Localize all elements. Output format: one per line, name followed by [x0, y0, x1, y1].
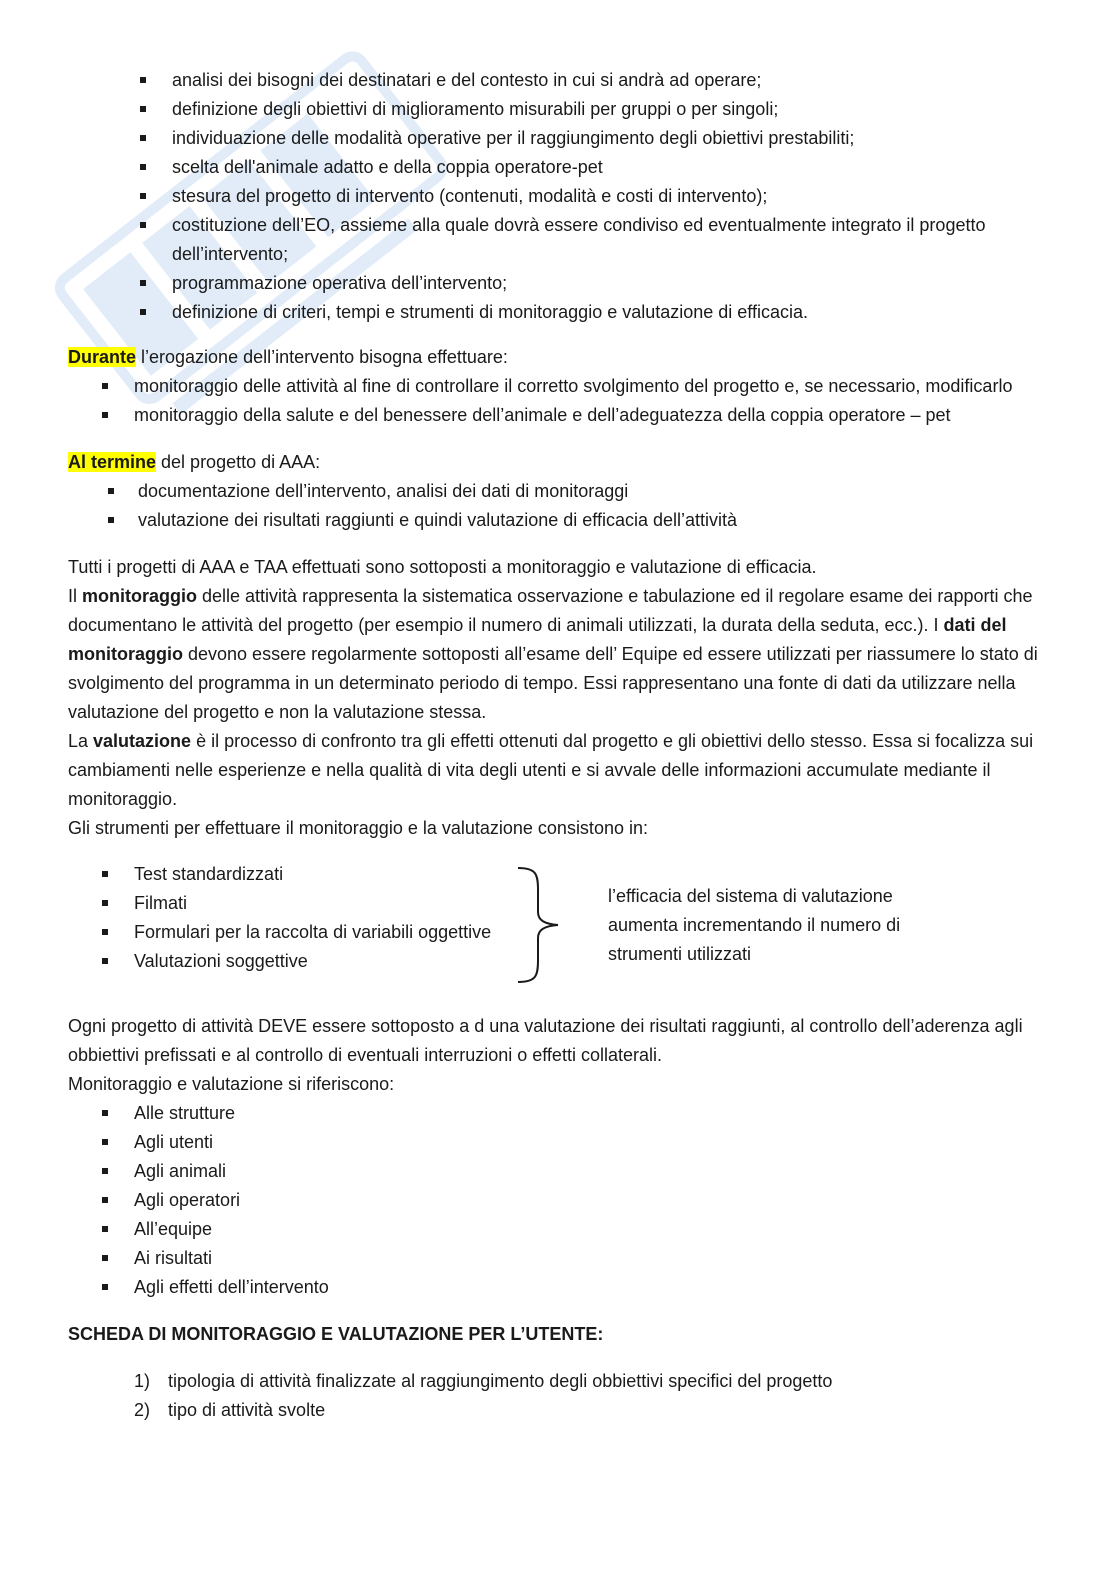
brace-note: l’efficacia del sistema di valutazione aumenta incrementando il numero di strumenti utilizzati — [608, 886, 901, 964]
text-span: La — [68, 731, 94, 751]
item-text: tipologia di attività finalizzate al raggiungimento degli obbiettivi specifici del progetto — [168, 1371, 833, 1391]
list-item: individuazione delle modalità operative per il raggiungimento degli obiettivi prestabiliti; — [68, 124, 1058, 153]
item-number: 2) — [134, 1400, 151, 1420]
end-text: del progetto di AAA: — [156, 452, 321, 472]
during-keyword: Durante — [68, 347, 137, 367]
numbered-item — [68, 1367, 1058, 1396]
text-span: è il processo di confronto tra gli effetti ottenuti dal progetto e gli obiettivi dello stesso. Essa si focalizza sui cambiamenti nelle esperienze e nella qualità di vita degli utenti e si avvale delle informazioni accumulate mediante il monitoraggio. — [68, 731, 1034, 809]
item-text: tipo di attività svolte — [168, 1400, 326, 1420]
list-item: valutazione dei risultati raggiunti e quindi valutazione di efficacia dell’attività — [68, 506, 1058, 535]
list-item: definizione degli obiettivi di miglioramento misurabili per gruppi o per singoli; — [68, 95, 1058, 124]
list-item: Valutazioni soggettive — [68, 947, 538, 976]
list-item: Agli operatori — [68, 1186, 1058, 1215]
list-item: scelta dell'animale adatto e della coppia operatore-pet — [68, 153, 1058, 182]
paragraph-monitoraggio — [68, 582, 1058, 727]
bold-term-valutazione: valutazione — [93, 731, 192, 751]
paragraph-valutazione — [68, 727, 1058, 814]
list-item: Agli utenti — [68, 1128, 1058, 1157]
list-item: Test standardizzati — [68, 860, 538, 889]
list-item: Agli effetti dell’intervento — [68, 1273, 1058, 1302]
item-number: 1) — [134, 1371, 151, 1391]
list-item: Formulari per la raccolta di variabili oggettive — [68, 918, 538, 947]
list-item: analisi dei bisogni dei destinatari e del contesto in cui si andrà ad operare; — [68, 66, 1058, 95]
list-item: monitoraggio della salute e del benessere dell’animale e dell’adeguatezza della coppia operatore – pet — [68, 401, 1058, 430]
during-text: l’erogazione dell’intervento bisogna effettuare: — [136, 347, 508, 367]
list-item: stesura del progetto di intervento (contenuti, modalità e costi di intervento); — [68, 182, 1058, 211]
refers-list — [68, 1099, 1058, 1302]
scheda-list — [68, 1367, 1058, 1425]
tools-section — [68, 860, 1058, 996]
list-item: All’equipe — [68, 1215, 1058, 1244]
list-item: definizione di criteri, tempi e strumenti di monitoraggio e valutazione di efficacia. — [68, 298, 1058, 327]
numbered-item — [68, 1396, 1058, 1425]
curly-brace-icon — [514, 866, 564, 984]
tools-list — [68, 860, 538, 976]
paragraph-strumenti: Gli strumenti per effettuare il monitoraggio e la valutazione consistono in: — [68, 818, 648, 838]
text-span: devono essere regolarmente sottoposti all’esame dell’ Equipe ed essere utilizzati per riassumere lo stato di svolgimento del programma in un determinato periodo di tempo. Essi rappresentano una fonte di dati da utilizzare nella valutazione del progetto e non la valutazione stessa. — [68, 644, 1038, 722]
end-list — [68, 477, 1058, 535]
list-item: documentazione dell’intervento, analisi dei dati di monitoraggi — [68, 477, 1058, 506]
document-content — [68, 66, 1058, 1425]
list-item: Filmati — [68, 889, 538, 918]
list-item: costituzione dell’EO, assieme alla quale dovrà essere condiviso ed eventualmente integrato il progetto dell’intervento; — [68, 211, 1058, 269]
list-item: Agli animali — [68, 1157, 1058, 1186]
list-item: Ai risultati — [68, 1244, 1058, 1273]
bold-term-dati: dati del monitoraggio — [68, 615, 1007, 664]
bold-term-monitoraggio: monitoraggio — [82, 586, 198, 606]
end-keyword: Al termine — [68, 452, 157, 472]
list-item: Alle strutture — [68, 1099, 1058, 1128]
paragraph-1: Tutti i progetti di AAA e TAA effettuati sono sottoposti a monitoraggio e valutazione di efficacia. — [68, 557, 817, 577]
paragraph-riferiscono: Monitoraggio e valutazione si riferiscono: — [68, 1074, 395, 1094]
during-heading — [68, 343, 1058, 372]
during-list — [68, 372, 1058, 430]
list-item: monitoraggio delle attività al fine di controllare il corretto svolgimento del progetto e, se necessario, modificarlo — [68, 372, 1058, 401]
planning-list — [68, 66, 1058, 327]
paragraph-progetto: Ogni progetto di attività DEVE essere sottoposto a d una valutazione dei risultati raggiunti, al controllo dell’aderenza agli obbiettivi prefissati e al controllo di eventuali interruzioni o effetti collaterali. — [68, 1016, 1023, 1065]
text-span: delle attività rappresenta la sistematica osservazione e tabulazione ed il regolare esame dei rapporti che documentano le attività del progetto (per esempio il numero di animali utilizzati, la durata della seduta, ecc.). I — [68, 586, 1033, 635]
list-item: programmazione operativa dell’intervento; — [68, 269, 1058, 298]
scheda-title: SCHEDA DI MONITORAGGIO E VALUTAZIONE PER L’UTENTE: — [68, 1324, 604, 1344]
end-heading — [68, 448, 1058, 477]
text-span: Il — [68, 586, 83, 606]
